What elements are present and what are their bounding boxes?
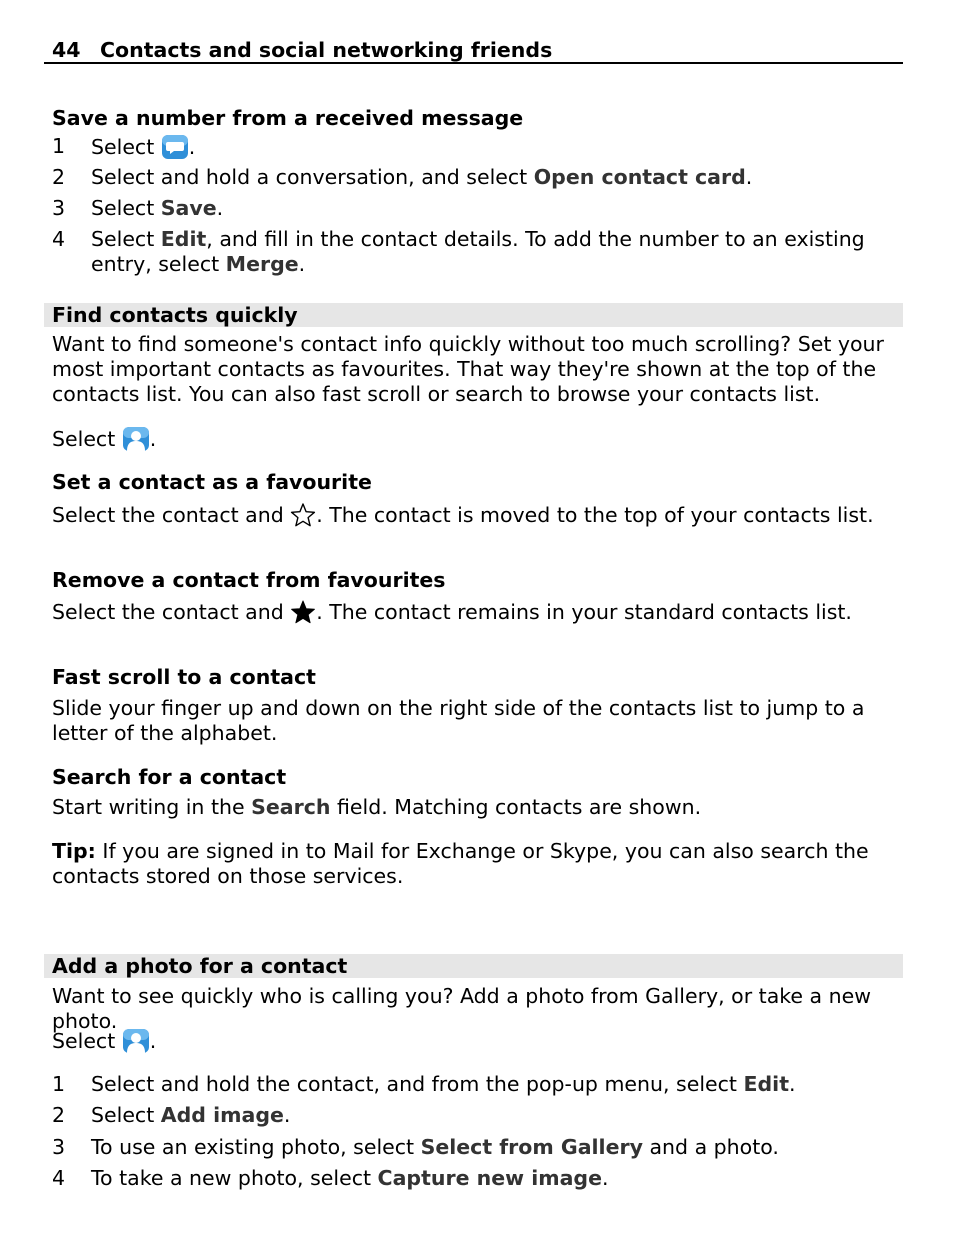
step-number: 3 [52, 196, 66, 220]
star-filled-icon [290, 599, 316, 631]
add-photo-heading: Add a photo for a contact [52, 954, 348, 978]
step-number: 2 [52, 1103, 66, 1127]
find-contacts-band [44, 303, 903, 327]
select-from-gallery-label: Select from Gallery [420, 1135, 643, 1159]
photo-select-line: Select . [52, 1028, 902, 1060]
find-contacts-heading: Find contacts quickly [52, 303, 298, 327]
merge-label: Merge [225, 252, 299, 276]
contacts-icon [122, 1028, 150, 1060]
fast-scroll-text: Slide your finger up and down on the right side of the contacts list to jump to a letter of the alphabet. [52, 696, 865, 745]
step-number: 1 [52, 134, 66, 158]
set-favourite-heading: Set a contact as a favourite [52, 470, 372, 494]
search-label: Search [251, 795, 331, 819]
messaging-icon [161, 134, 189, 166]
save-label: Save [160, 196, 217, 220]
open-contact-card-label: Open contact card [533, 165, 746, 189]
remove-favourite-text: Select the contact and . The contact remains in your standard contacts list. [52, 599, 902, 631]
save-step-4: 4 Select Edit, and fill in the contact details. To add the number to an existing entry, select Merge. [52, 227, 865, 276]
step-number: 3 [52, 1135, 66, 1159]
fast-scroll-heading: Fast scroll to a contact [52, 665, 316, 689]
search-text: Start writing in the Search field. Matching contacts are shown. [52, 795, 702, 819]
save-number-heading: Save a number from a received message [52, 106, 524, 130]
step-number: 2 [52, 165, 66, 189]
save-step-3: 3 Select Save. [52, 196, 224, 220]
add-photo-band [44, 954, 903, 978]
step-number: 1 [52, 1072, 66, 1096]
set-favourite-text: Select the contact and . The contact is moved to the top of your contacts list. [52, 502, 902, 534]
step-number: 4 [52, 1166, 66, 1190]
photo-step-2: 2 Select Add image. [52, 1103, 291, 1127]
find-contacts-intro: Want to find someone's contact info quickly without too much scrolling? Set your most important contacts as favourites. That way they're shown at the top of the contacts list. You can also fast scroll or search to browse your contacts list. [52, 332, 884, 406]
step-number: 4 [52, 227, 66, 251]
tip-text: Tip: If you are signed in to Mail for Exchange or Skype, you can also search the contacts stored on those services. [52, 839, 869, 888]
star-outline-icon [290, 502, 316, 534]
photo-step-3: 3 To use an existing photo, select Select from Gallery and a photo. [52, 1135, 779, 1159]
search-heading: Search for a contact [52, 765, 287, 789]
photo-step-1: 1 Select and hold the contact, and from the pop-up menu, select Edit. [52, 1072, 796, 1096]
photo-step-4: 4 To take a new photo, select Capture new image. [52, 1166, 609, 1190]
remove-favourite-heading: Remove a contact from favourites [52, 568, 446, 592]
edit-label: Edit [743, 1072, 790, 1096]
tip-label: Tip: [52, 839, 96, 863]
find-select-line: Select . [52, 426, 902, 458]
contacts-icon [122, 426, 150, 458]
capture-new-image-label: Capture new image [377, 1166, 603, 1190]
page-number: 44 [52, 38, 81, 62]
add-image-label: Add image [160, 1103, 284, 1127]
add-photo-intro: Want to see quickly who is calling you? Add a photo from Gallery, or take a new photo. [52, 984, 871, 1033]
chapter-title: Contacts and social networking friends [100, 38, 553, 62]
save-step-2: 2 Select and hold a conversation, and select Open contact card. [52, 165, 753, 189]
page-header [44, 38, 903, 64]
edit-label: Edit [160, 227, 207, 251]
save-step-1: 1 Select . [52, 134, 902, 159]
